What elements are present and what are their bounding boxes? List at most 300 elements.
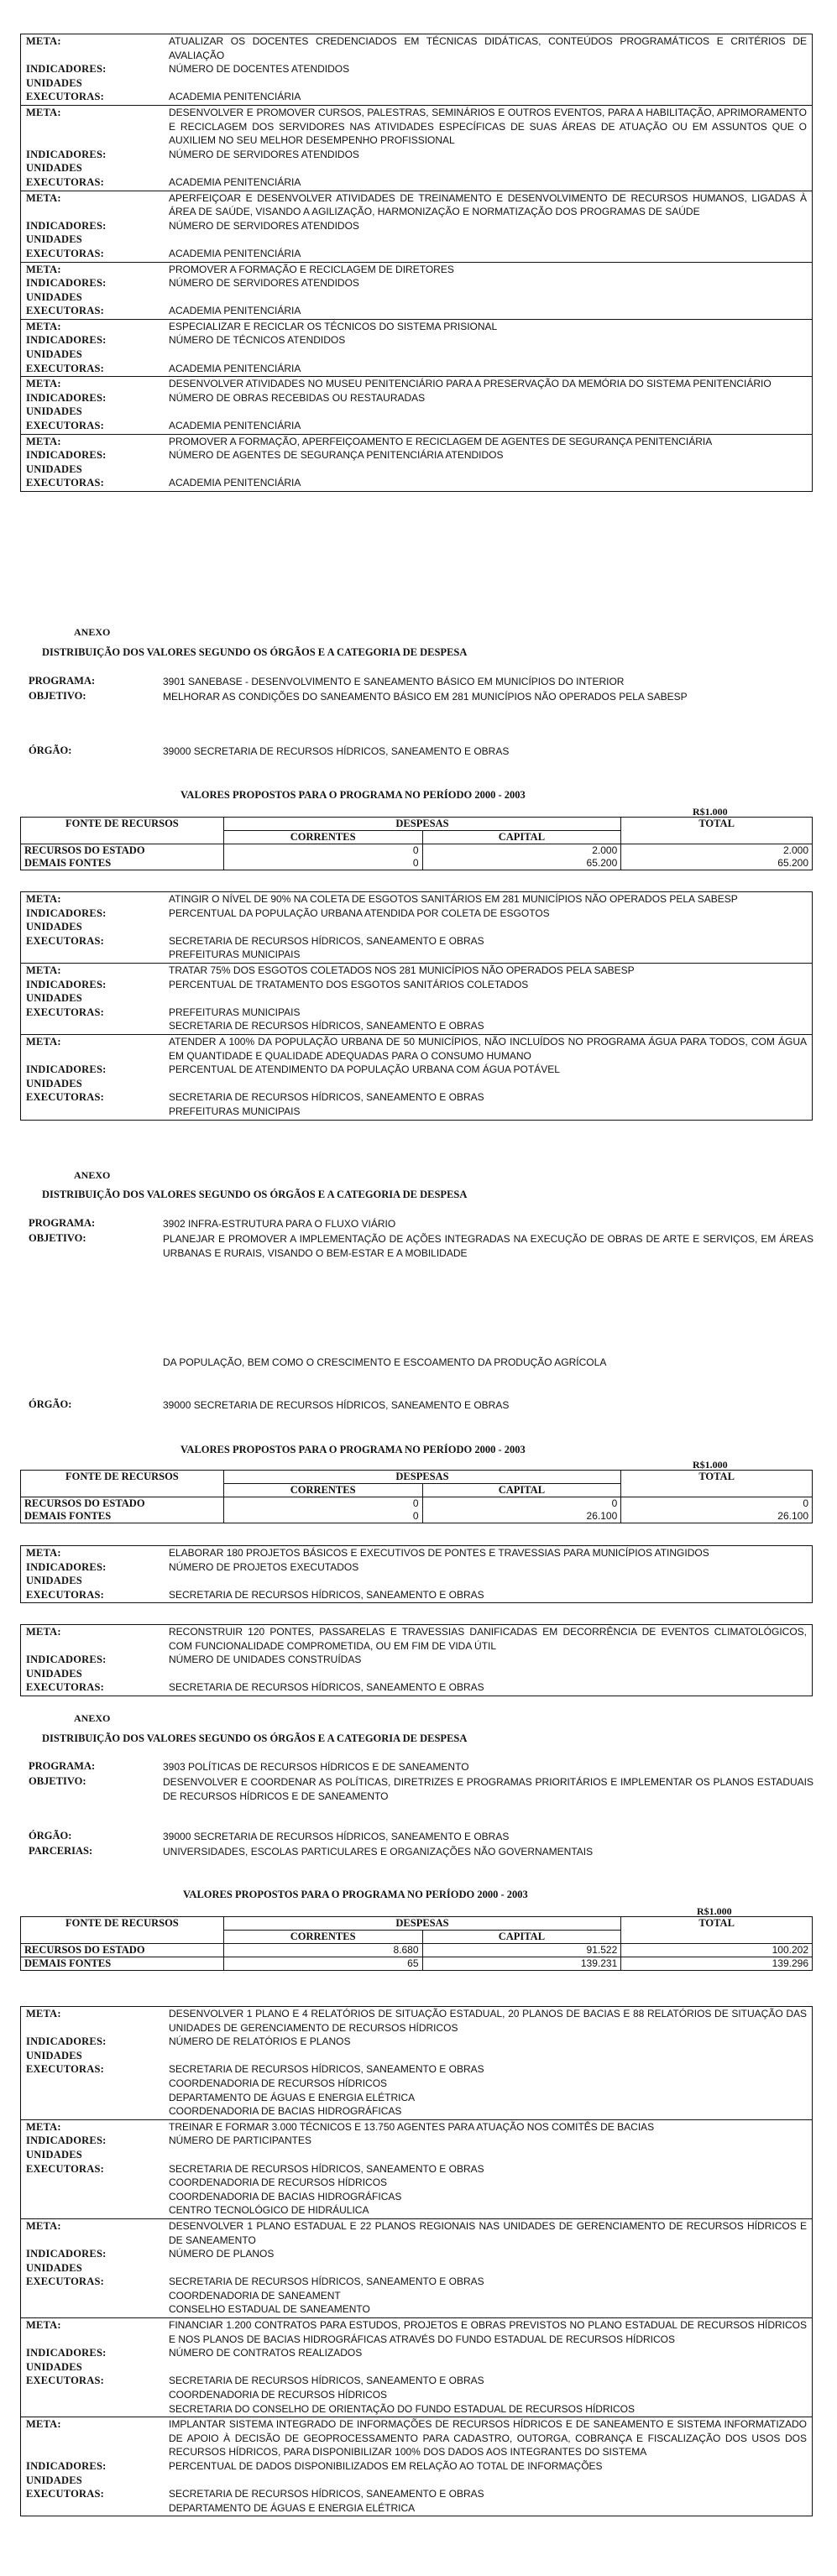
- executoras-value: COORDENADORIA DE RECURSOS HÍDRICOS: [169, 2389, 388, 2401]
- col-header-despesas: DESPESAS: [223, 1917, 621, 1931]
- executoras-label: [21, 2176, 169, 2190]
- meta-block: [21, 2317, 812, 2417]
- distribution-heading: DISTRIBUIÇÃO DOS VALORES SEGUNDO OS ÓRGÃOS E A CATEGORIA DE DESPESA: [42, 1189, 468, 1200]
- indicadores-row: [21, 219, 812, 233]
- meta-row: [21, 1546, 812, 1560]
- executoras-row: [21, 2190, 812, 2204]
- unidades-row: [21, 161, 812, 175]
- executoras-label: EXECUTORAS:: [26, 2063, 104, 2076]
- executoras-label: [21, 2402, 169, 2417]
- executoras-label: EXECUTORAS:: [26, 2488, 104, 2500]
- indicadores-label: INDICADORES:: [26, 277, 107, 290]
- indicadores-row: [21, 2459, 812, 2474]
- meta-row: [21, 435, 812, 449]
- indicadores-label: INDICADORES:: [26, 63, 107, 76]
- meta-row: [21, 263, 812, 277]
- executoras-label: EXECUTORAS:: [26, 1681, 104, 1694]
- unidades-value: [169, 1077, 812, 1091]
- indicadores-label: INDICADORES:: [26, 1654, 107, 1666]
- metas-box-3902-a: [20, 1545, 813, 1603]
- executoras-value: DEPARTAMENTO DE ÁGUAS E ENERGIA ELÉTRICA: [169, 2501, 416, 2514]
- executoras-value: SECRETARIA DE RECURSOS HÍDRICOS, SANEAMENTO E OBRAS: [169, 2063, 484, 2076]
- total-value: 100.202: [621, 1944, 813, 1957]
- indicadores-label: INDICADORES:: [26, 2134, 107, 2147]
- unidades-value: [169, 347, 812, 362]
- meta-label: META:: [26, 893, 61, 905]
- unidades-value: [169, 290, 812, 305]
- unidades-row: [21, 347, 812, 362]
- unidades-row: [21, 2474, 812, 2488]
- executoras-value: SECRETARIA DE RECURSOS HÍDRICOS, SANEAMENTO E OBRAS: [169, 1020, 484, 1032]
- indicadores-label: INDICADORES:: [26, 2248, 107, 2260]
- meta-label: META:: [26, 2418, 61, 2431]
- executoras-row: [21, 948, 812, 962]
- capital-value: 91.522: [422, 1944, 621, 1957]
- col-header-capital: CAPITAL: [422, 1484, 621, 1497]
- executoras-value: ACADEMIA PENITENCIÁRIA: [169, 362, 301, 374]
- executoras-value: PREFEITURAS MUNICIPAIS: [169, 948, 301, 961]
- indicadores-label: INDICADORES:: [26, 148, 107, 160]
- unit-label: R$1.000: [697, 1905, 732, 1917]
- orgao-label: ÓRGÃO:: [29, 1398, 72, 1410]
- unidades-row: [21, 462, 812, 477]
- table-row: [21, 1497, 813, 1511]
- executoras-value: COORDENADORIA DE RECURSOS HÍDRICOS: [169, 2176, 388, 2189]
- capital-value: 26.100: [422, 1510, 621, 1523]
- indicadores-row: [21, 2247, 812, 2261]
- indicadores-row: [21, 148, 812, 162]
- unidades-label: UNIDADES: [26, 462, 82, 475]
- meta-row: [21, 1035, 812, 1063]
- meta-block: [21, 319, 812, 376]
- valores-title: VALORES PROPOSTOS PARA O PROGRAMA NO PERÍODO 2000 - 2003: [180, 1444, 526, 1455]
- executoras-value: PREFEITURAS MUNICIPAIS: [169, 1006, 301, 1018]
- annex-heading: ANEXO: [74, 1169, 111, 1181]
- values-table-3902: [20, 1470, 813, 1523]
- indicadores-value: NÚMERO DE UNIDADES CONSTRUÍDAS: [169, 1654, 362, 1666]
- col-header-capital: CAPITAL: [422, 831, 621, 844]
- executoras-label: [21, 2077, 169, 2091]
- executoras-label: EXECUTORAS:: [26, 477, 104, 489]
- unidades-row: [21, 991, 812, 1006]
- meta-row: [21, 892, 812, 907]
- indicadores-value: NÚMERO DE TÉCNICOS ATENDIDOS: [169, 334, 346, 347]
- row-label: DEMAIS FONTES: [21, 857, 224, 870]
- executoras-value: SECRETARIA DE RECURSOS HÍDRICOS, SANEAMENTO E OBRAS: [169, 1681, 484, 1694]
- indicadores-row: [21, 978, 812, 992]
- meta-block: [21, 2218, 812, 2317]
- meta-value: ESPECIALIZAR E RECICLAR OS TÉCNICOS DO SISTEMA PRISIONAL: [169, 320, 498, 332]
- unidades-row: [21, 76, 812, 91]
- executoras-row: [21, 362, 812, 376]
- executoras-value: DEPARTAMENTO DE ÁGUAS E ENERGIA ELÉTRICA: [169, 2091, 416, 2103]
- meta-value: APERFEIÇOAR E DESENVOLVER ATIVIDADES DE TREINAMENTO E DESENVOLVIMENTO DE RECURSOS HUMANOS, LIGADAS À ÁREA DE SAÚDE, VISANDO A AGILIZAÇÃO, HARMONIZAÇÃO E NORMATIZAÇÃO DOS PROGRAMAS DE SAÚDE: [169, 191, 807, 218]
- executoras-row: [21, 2203, 812, 2218]
- executoras-row: [21, 1019, 812, 1033]
- meta-row: [21, 2318, 812, 2346]
- col-header-correntes: CORRENTES: [223, 831, 422, 844]
- indicadores-row: [21, 907, 812, 921]
- executoras-label: EXECUTORAS:: [26, 2162, 104, 2175]
- executoras-label: EXECUTORAS:: [26, 934, 104, 947]
- correntes-value: 0: [223, 1510, 422, 1523]
- meta-row: [21, 2417, 812, 2459]
- col-header-correntes: CORRENTES: [223, 1931, 422, 1944]
- meta-value: ATINGIR O NÍVEL DE 90% NA COLETA DE ESGOTOS SANITÁRIOS EM 281 MUNICÍPIOS NÃO OPERADOS PELA SABESP: [169, 893, 738, 905]
- executoras-row: [21, 1006, 812, 1020]
- unidades-row: [21, 1077, 812, 1091]
- annex-heading: ANEXO: [74, 626, 111, 638]
- executoras-value: ACADEMIA PENITENCIÁRIA: [169, 477, 301, 489]
- unidades-row: [21, 290, 812, 305]
- unidades-value: [169, 405, 812, 419]
- executoras-value: ACADEMIA PENITENCIÁRIA: [169, 175, 301, 188]
- indicadores-label: INDICADORES:: [26, 2035, 107, 2048]
- unidades-row: [21, 405, 812, 419]
- indicadores-label: INDICADORES:: [26, 978, 107, 990]
- meta-value: ATENDER A 100% DA POPULAÇÃO URBANA DE 50 MUNICÍPIOS, NÃO INCLUÍDOS NO PROGRAMA ÁGUA PARA TODOS, COM ÁGUA EM QUANTIDADE E QUALIDADE ADEQUADAS PARA O CONSUMO HUMANO: [169, 1035, 807, 1062]
- valores-title: VALORES PROPOSTOS PARA O PROGRAMA NO PERÍODO 2000 - 2003: [180, 789, 526, 801]
- meta-label: META:: [26, 2008, 61, 2020]
- executoras-label: [21, 2104, 169, 2119]
- indicadores-label: INDICADORES:: [26, 449, 107, 462]
- unidades-value: [169, 161, 812, 175]
- capital-value: 0: [422, 1497, 621, 1511]
- meta-label: META:: [26, 435, 61, 447]
- unidades-value: [169, 2261, 812, 2276]
- unidades-label: UNIDADES: [26, 76, 82, 89]
- indicadores-label: INDICADORES:: [26, 334, 107, 347]
- correntes-value: 0: [223, 1497, 422, 1511]
- meta-row: [21, 191, 812, 219]
- col-header-despesas: DESPESAS: [223, 818, 621, 831]
- executoras-row: [21, 2289, 812, 2303]
- meta-block: [21, 105, 812, 191]
- values-table-3901: [20, 817, 813, 870]
- meta-label: META:: [26, 1035, 61, 1048]
- indicadores-label: INDICADORES:: [26, 1063, 107, 1076]
- indicadores-value: NÚMERO DE OBRAS RECEBIDAS OU RESTAURADAS: [169, 391, 426, 404]
- executoras-row: [21, 2091, 812, 2105]
- indicadores-value: PERCENTUAL DE TRATAMENTO DOS ESGOTOS SANITÁRIOS COLETADOS: [169, 978, 529, 990]
- unidades-value: [169, 920, 812, 934]
- capital-value: 139.231: [422, 1957, 621, 1971]
- unidades-label: UNIDADES: [26, 162, 82, 175]
- unidades-label: UNIDADES: [26, 2148, 82, 2161]
- executoras-row: [21, 2162, 812, 2176]
- executoras-value: SECRETARIA DE RECURSOS HÍDRICOS, SANEAMENTO E OBRAS: [169, 1091, 484, 1104]
- row-label: DEMAIS FONTES: [21, 1957, 224, 1971]
- executoras-value: SECRETARIA DE RECURSOS HÍDRICOS, SANEAMENTO E OBRAS: [169, 2162, 484, 2175]
- unidades-row: [21, 2261, 812, 2276]
- executoras-value: COORDENADORIA DE BACIAS HIDROGRÁFICAS: [169, 2105, 402, 2118]
- meta-block: [21, 262, 812, 319]
- indicadores-row: [21, 391, 812, 405]
- executoras-value: ACADEMIA PENITENCIÁRIA: [169, 91, 301, 103]
- executoras-value: SECRETARIA DE RECURSOS HÍDRICOS, SANEAMENTO E OBRAS: [169, 2276, 484, 2288]
- capital-value: 65.200: [422, 857, 621, 870]
- parcerias-label: PARCERIAS:: [29, 1845, 93, 1857]
- meta-label: META:: [26, 263, 61, 275]
- meta-block: [21, 892, 812, 963]
- meta-label: META:: [26, 2120, 61, 2133]
- indicadores-row: [21, 1560, 812, 1575]
- meta-label: META:: [26, 320, 61, 332]
- programa-value: 3902 INFRA-ESTRUTURA PARA O FLUXO VIÁRIO: [163, 1218, 396, 1230]
- row-label: RECURSOS DO ESTADO: [21, 1944, 224, 1957]
- unidades-value: [169, 991, 812, 1006]
- col-header-despesas: DESPESAS: [223, 1471, 621, 1484]
- meta-value: DESENVOLVER 1 PLANO ESTADUAL E 22 PLANOS REGIONAIS NAS UNIDADES DE GERENCIAMENTO DE RECURSOS HÍDRICOS E DE SANEAMENTO: [169, 2219, 807, 2246]
- unidades-value: [169, 2049, 812, 2063]
- total-value: 26.100: [621, 1510, 813, 1523]
- indicadores-label: INDICADORES:: [26, 2347, 107, 2359]
- executoras-label: EXECUTORAS:: [26, 420, 104, 432]
- unidades-value: [169, 76, 812, 91]
- meta-value: ELABORAR 180 PROJETOS BÁSICOS E EXECUTIVOS DE PONTES E TRAVESSIAS PARA MUNICÍPIOS ATINGIDOS: [169, 1547, 709, 1559]
- unidades-row: [21, 2049, 812, 2063]
- meta-block: [21, 1625, 812, 1696]
- executoras-row: [21, 2402, 812, 2417]
- meta-row: [21, 2120, 812, 2134]
- executoras-label: [21, 2289, 169, 2303]
- executoras-label: EXECUTORAS:: [26, 2276, 104, 2288]
- indicadores-row: [21, 1653, 812, 1667]
- unidades-label: UNIDADES: [26, 233, 82, 246]
- executoras-row: [21, 2176, 812, 2190]
- indicadores-label: INDICADORES:: [26, 2460, 107, 2472]
- correntes-value: 0: [223, 844, 422, 858]
- meta-label: META:: [26, 106, 61, 118]
- executoras-row: [21, 1090, 812, 1105]
- metas-box-3901: [20, 891, 813, 1121]
- indicadores-value: NÚMERO DE CONTRATOS REALIZADOS: [169, 2347, 363, 2359]
- total-value: 139.296: [621, 1957, 813, 1971]
- executoras-row: [21, 2062, 812, 2077]
- executoras-value: ACADEMIA PENITENCIÁRIA: [169, 420, 301, 432]
- objetivo-continuation: DA POPULAÇÃO, BEM COMO O CRESCIMENTO E ESCOAMENTO DA PRODUÇÃO AGRÍCOLA: [163, 1356, 607, 1368]
- meta-label: META:: [26, 1626, 61, 1638]
- executoras-value: COORDENADORIA DE RECURSOS HÍDRICOS: [169, 2077, 388, 2089]
- executoras-value: SECRETARIA DE RECURSOS HÍDRICOS, SANEAMENTO E OBRAS: [169, 934, 484, 947]
- meta-block: [21, 34, 812, 105]
- distribution-heading: DISTRIBUIÇÃO DOS VALORES SEGUNDO OS ÓRGÃOS E A CATEGORIA DE DESPESA: [42, 646, 468, 658]
- unidades-value: [169, 2148, 812, 2162]
- executoras-label: EXECUTORAS:: [26, 1091, 104, 1104]
- meta-label: META:: [26, 1547, 61, 1559]
- executoras-row: [21, 2104, 812, 2119]
- col-header-fonte: FONTE DE RECURSOS: [21, 1917, 224, 1944]
- unidades-row: [21, 1574, 812, 1588]
- executoras-value: SECRETARIA DE RECURSOS HÍDRICOS, SANEAMENTO E OBRAS: [169, 2488, 484, 2500]
- executoras-label: EXECUTORAS:: [26, 305, 104, 317]
- programa-value: 3903 POLÍTICAS DE RECURSOS HÍDRICOS E DE SANEAMENTO: [163, 1761, 469, 1773]
- executoras-value: COORDENADORIA DE BACIAS HIDROGRÁFICAS: [169, 2190, 402, 2202]
- meta-value: PROMOVER A FORMAÇÃO E RECICLAGEM DE DIRETORES: [169, 263, 454, 275]
- unidades-label: UNIDADES: [26, 290, 82, 303]
- col-header-total: TOTAL: [621, 1471, 813, 1497]
- executoras-label: [21, 2501, 169, 2516]
- indicadores-row: [21, 276, 812, 290]
- executoras-label: [21, 948, 169, 962]
- indicadores-value: PERCENTUAL DA POPULAÇÃO URBANA ATENDIDA POR COLETA DE ESGOTOS: [169, 907, 550, 919]
- meta-block: [21, 1034, 812, 1120]
- col-header-capital: CAPITAL: [422, 1931, 621, 1944]
- executoras-label: EXECUTORAS:: [26, 1006, 104, 1018]
- col-header-total: TOTAL: [621, 818, 813, 844]
- indicadores-value: NÚMERO DE DOCENTES ATENDIDOS: [169, 63, 350, 76]
- total-value: 0: [621, 1497, 813, 1511]
- programa-value: 3901 SANEBASE - DESENVOLVIMENTO E SANEAMENTO BÁSICO EM MUNICÍPIOS DO INTERIOR: [163, 676, 625, 687]
- objetivo-value: PLANEJAR E PROMOVER A IMPLEMENTAÇÃO DE AÇÕES INTEGRADAS NA EXECUÇÃO DE OBRAS DE ARTE E SERVIÇOS, EM ÁREAS URBANAS E RURAIS, VISANDO O BEM-ESTAR E A MOBILIDADE: [163, 1233, 813, 1259]
- row-label: DEMAIS FONTES: [21, 1510, 224, 1523]
- meta-block: [21, 2119, 812, 2218]
- meta-value: DESENVOLVER ATIVIDADES NO MUSEU PENITENCIÁRIO PARA A PRESERVAÇÃO DA MEMÓRIA DO SISTEMA PENITENCIÁRIO: [169, 378, 772, 390]
- metas-box-academia: [20, 34, 813, 492]
- executoras-label: EXECUTORAS:: [26, 175, 104, 188]
- unit-label: R$1.000: [693, 806, 728, 818]
- correntes-value: 8.680: [223, 1944, 422, 1957]
- objetivo-label: OBJETIVO:: [29, 1775, 86, 1787]
- meta-value: DESENVOLVER E PROMOVER CURSOS, PALESTRAS, SEMINÁRIOS E OUTROS EVENTOS, PARA A HABILITAÇÃO, APRIMORAMENTO E RECICLAGEM DOS SERVIDORES NAS ATIVIDADES ESPECÍFICAS DE SUAS ÁREAS DE ATUAÇÃO OU EM ASSUNTOS QUE O AUXILIEM NO SEU MELHOR DESEMPENHO PROFISSIONAL: [169, 106, 807, 147]
- executoras-row: [21, 175, 812, 190]
- total-value: 2.000: [621, 844, 813, 858]
- meta-value: RECONSTRUIR 120 PONTES, PASSARELAS E TRAVESSIAS DANIFICADAS EM DECORRÊNCIA DE EVENTOS CLIMATOLÓGICOS, COM FUNCIONALIDADE COMPROMETIDA, OU EM FIM DE VIDA ÚTIL: [169, 1626, 807, 1652]
- executoras-label: [21, 1019, 169, 1033]
- executoras-row: [21, 2501, 812, 2516]
- orgao-label: ÓRGÃO:: [29, 745, 72, 756]
- executoras-row: [21, 2302, 812, 2317]
- executoras-value: COORDENADORIA DE SANEAMENT: [169, 2289, 341, 2302]
- meta-block: [21, 2417, 812, 2516]
- executoras-label: [21, 2091, 169, 2105]
- unidades-row: [21, 920, 812, 934]
- executoras-row: [21, 2077, 812, 2091]
- meta-value: FINANCIAR 1.200 CONTRATOS PARA ESTUDOS, PROJETOS E OBRAS PREVISTOS NO PLANO ESTADUAL DE RECURSOS HÍDRICOS E NOS PLANOS DE BACIAS HIDROGRÁFICAS ATRAVÉS DO FUNDO ESTADUAL DE RECURSOS HÍDRICOS: [169, 2319, 807, 2345]
- indicadores-value: PERCENTUAL DE DADOS DISPONIBILIZADOS EM RELAÇÃO AO TOTAL DE INFORMAÇÕES: [169, 2460, 603, 2472]
- distribution-heading: DISTRIBUIÇÃO DOS VALORES SEGUNDO OS ÓRGÃOS E A CATEGORIA DE DESPESA: [42, 1732, 468, 1744]
- table-row: [21, 1944, 813, 1957]
- meta-label: META:: [26, 378, 61, 390]
- indicadores-row: [21, 448, 812, 462]
- meta-block: [21, 963, 812, 1034]
- executoras-row: [21, 304, 812, 318]
- unidades-label: UNIDADES: [26, 2360, 82, 2373]
- unidades-label: UNIDADES: [26, 992, 82, 1005]
- executoras-row: [21, 476, 812, 490]
- indicadores-row: [21, 2134, 812, 2148]
- unidades-label: UNIDADES: [26, 1077, 82, 1089]
- executoras-label: EXECUTORAS:: [26, 2375, 104, 2387]
- meta-value: IMPLANTAR SISTEMA INTEGRADO DE INFORMAÇÕES DE RECURSOS HÍDRICOS E DE SANEAMENTO E SISTEMA INFORMATIZADO DE APOIO À DECISÃO DE GEOPROCESSAMENTO PARA CADASTRO, OUTORGA, COBRANÇA E FISCALIZAÇÃO DOS USOS DOS RECURSOS HÍDRICOS, PARA DISPONIBILIZAR 100% DOS DADOS AOS INTEGRANTES DO SISTEMA: [169, 2418, 807, 2458]
- executoras-row: [21, 2275, 812, 2289]
- unidades-label: UNIDADES: [26, 2049, 82, 2061]
- executoras-label: [21, 1105, 169, 1119]
- executoras-value: SECRETARIA DE RECURSOS HÍDRICOS, SANEAMENTO E OBRAS: [169, 2375, 484, 2387]
- indicadores-row: [21, 333, 812, 347]
- executoras-value: ACADEMIA PENITENCIÁRIA: [169, 247, 301, 259]
- executoras-label: EXECUTORAS:: [26, 1588, 104, 1601]
- indicadores-label: INDICADORES:: [26, 1560, 107, 1573]
- meta-block: [21, 376, 812, 433]
- unidades-label: UNIDADES: [26, 1667, 82, 1680]
- annex-heading: ANEXO: [74, 1712, 111, 1724]
- meta-value: TREINAR E FORMAR 3.000 TÉCNICOS E 13.750 AGENTES PARA ATUAÇÃO NOS COMITÊS DE BACIAS: [169, 2120, 655, 2133]
- indicadores-value: NÚMERO DE PARTICIPANTES: [169, 2134, 312, 2147]
- correntes-value: 65: [223, 1957, 422, 1971]
- unidades-label: UNIDADES: [26, 2261, 82, 2274]
- meta-block: [21, 1546, 812, 1602]
- meta-block: [21, 434, 812, 491]
- row-label: RECURSOS DO ESTADO: [21, 844, 224, 858]
- objetivo-value: DESENVOLVER E COORDENAR AS POLÍTICAS, DIRETRIZES E PROGRAMAS PRIORITÁRIOS E IMPLEMENTAR OS PLANOS ESTADUAIS DE RECURSOS HÍDRICOS E DE SANEAMENTO: [163, 1776, 813, 1802]
- meta-label: META:: [26, 191, 61, 204]
- executoras-row: [21, 1588, 812, 1602]
- unidades-value: [169, 2474, 812, 2488]
- meta-row: [21, 2007, 812, 2035]
- indicadores-row: [21, 1063, 812, 1077]
- table-row: [21, 1510, 813, 1523]
- unit-label: R$1.000: [693, 1459, 728, 1471]
- executoras-value: ACADEMIA PENITENCIÁRIA: [169, 305, 301, 317]
- programa-label: PROGRAMA:: [29, 675, 96, 687]
- values-table-3903: [20, 1916, 813, 1971]
- indicadores-label: INDICADORES:: [26, 391, 107, 404]
- unidades-row: [21, 1667, 812, 1681]
- executoras-row: [21, 247, 812, 261]
- objetivo-value: MELHORAR AS CONDIÇÕES DO SANEAMENTO BÁSICO EM 281 MUNICÍPIOS NÃO OPERADOS PELA SABESP: [163, 691, 688, 703]
- meta-row: [21, 106, 812, 148]
- meta-row: [21, 1625, 812, 1653]
- executoras-row: [21, 1105, 812, 1119]
- unidades-label: UNIDADES: [26, 921, 82, 933]
- metas-box-3902-b: [20, 1624, 813, 1696]
- correntes-value: 0: [223, 857, 422, 870]
- indicadores-label: INDICADORES:: [26, 219, 107, 232]
- executoras-row: [21, 2487, 812, 2501]
- indicadores-value: NÚMERO DE PROJETOS EXECUTADOS: [169, 1560, 359, 1573]
- executoras-label: EXECUTORAS:: [26, 247, 104, 259]
- indicadores-value: NÚMERO DE AGENTES DE SEGURANÇA PENITENCIÁRIA ATENDIDOS: [169, 449, 504, 462]
- metas-box-3903: [20, 2006, 813, 2516]
- objetivo-label: OBJETIVO:: [29, 690, 86, 702]
- col-header-correntes: CORRENTES: [223, 1484, 422, 1497]
- indicadores-value: NÚMERO DE RELATÓRIOS E PLANOS: [169, 2035, 351, 2048]
- executoras-label: EXECUTORAS:: [26, 91, 104, 103]
- unidades-row: [21, 2360, 812, 2375]
- meta-row: [21, 2219, 812, 2247]
- unidades-value: [169, 1667, 812, 1681]
- parcerias-value: UNIVERSIDADES, ESCOLAS PARTICULARES E ORGANIZAÇÕES NÃO GOVERNAMENTAIS: [163, 1846, 594, 1858]
- indicadores-value: NÚMERO DE PLANOS: [169, 2248, 275, 2260]
- unidades-label: UNIDADES: [26, 405, 82, 418]
- executoras-row: [21, 2374, 812, 2388]
- executoras-row: [21, 1680, 812, 1695]
- executoras-row: [21, 419, 812, 433]
- col-header-total: TOTAL: [621, 1917, 813, 1944]
- orgao-value: 39000 SECRETARIA DE RECURSOS HÍDRICOS, SANEAMENTO E OBRAS: [163, 745, 510, 757]
- orgao-label: ÓRGÃO:: [29, 1830, 72, 1842]
- row-label: RECURSOS DO ESTADO: [21, 1497, 224, 1511]
- orgao-value: 39000 SECRETARIA DE RECURSOS HÍDRICOS, SANEAMENTO E OBRAS: [163, 1831, 510, 1842]
- indicadores-label: INDICADORES:: [26, 907, 107, 919]
- unidades-label: UNIDADES: [26, 1575, 82, 1587]
- indicadores-value: NÚMERO DE SERVIDORES ATENDIDOS: [169, 277, 359, 290]
- executoras-value: CONSELHO ESTADUAL DE SANEAMENTO: [169, 2303, 370, 2316]
- unidades-label: UNIDADES: [26, 348, 82, 361]
- orgao-value: 39000 SECRETARIA DE RECURSOS HÍDRICOS, SANEAMENTO E OBRAS: [163, 1399, 510, 1411]
- table-row: [21, 857, 813, 870]
